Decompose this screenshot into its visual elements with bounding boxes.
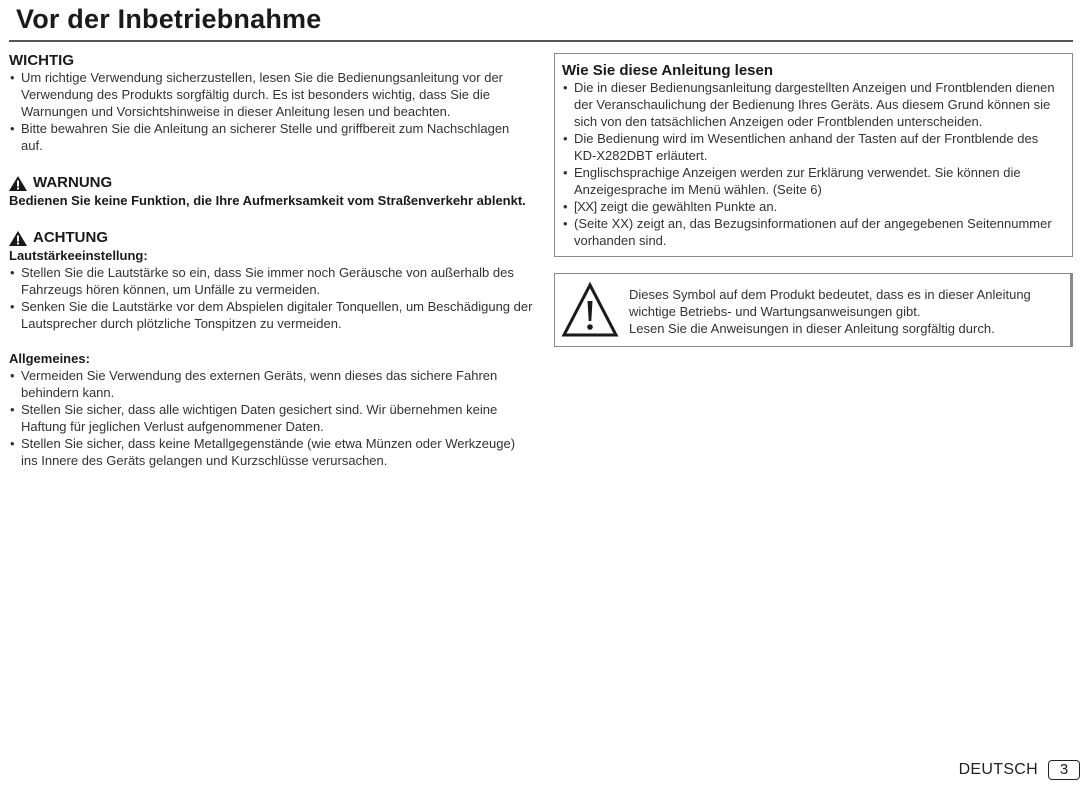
volume-list <box>9 264 534 332</box>
howto-box <box>554 53 1073 257</box>
list-item: • Senken Sie die Lautstärke vor dem Abspielen digitaler Tonquellen, um Beschädigung der Lautsprecher durch plötzliche Tonspitzen zu vermeiden. <box>9 298 534 332</box>
list-item: • Stellen Sie die Lautstärke so ein, dass Sie immer noch Geräusche von außerhalb des Fahrzeugs hören können, um Unfälle zu vermeiden. <box>9 264 534 298</box>
howto-list <box>562 79 1064 249</box>
list-item: • Englischsprachige Anzeigen werden zur Erklärung verwendet. Sie können die Anzeigesprache im Menü wählen. (Seite 6) <box>562 164 1064 198</box>
title-rule <box>9 40 1073 42</box>
list-item: • Stellen Sie sicher, dass keine Metallgegenstände (wie etwa Münzen oder Werkzeuge) ins Innere des Geräts gelangen und Kurzschlüsse verursachen. <box>9 435 534 469</box>
warning-triangle-icon <box>9 176 27 191</box>
warnung-heading-text: WARNUNG <box>33 174 113 191</box>
achtung-heading-text: ACHTUNG <box>33 229 108 246</box>
page-footer <box>959 760 1080 780</box>
list-item: • Stellen Sie sicher, dass alle wichtigen Daten gesichert sind. Wir übernehmen keine Haftung für jeglichen Verlust aufgenommener Daten. <box>9 401 534 435</box>
list-item: • (Seite XX) zeigt an, das Bezugsinformationen auf der angegebenen Seitennummer vorhanden sind. <box>562 215 1064 249</box>
list-item: • Vermeiden Sie Verwendung des externen Geräts, wenn dieses das sichere Fahren behindern kann. <box>9 367 534 401</box>
exclamation-triangle-icon <box>561 281 619 339</box>
list-item <box>562 198 1064 215</box>
wichtig-list <box>9 69 534 154</box>
footer-language: DEUTSCH <box>958 761 1038 778</box>
page-number: 3 <box>1048 760 1080 780</box>
volume-subheading: Lautstärkeeinstellung: <box>9 248 148 263</box>
caution-triangle-icon <box>9 231 27 246</box>
list-item: • Die in dieser Bedienungsanleitung dargestellten Anzeigen und Frontblenden dienen der Veranschaulichung der Bedienung Ihres Geräts. Aus diesem Grund können sie sich von den tatsächlichen Anzeigen oder Frontblenden unterscheiden. <box>562 79 1064 130</box>
list-item: • Bitte bewahren Sie die Anleitung an sicherer Stelle und griffbereit zum Nachschlagen auf. <box>9 120 534 154</box>
warnung-text: Bedienen Sie keine Funktion, die Ihre Aufmerksamkeit vom Straßenverkehr ablenkt. <box>9 193 526 208</box>
symbol-line-1: Dieses Symbol auf dem Produkt bedeutet, dass es in dieser Anleitung wichtige Betriebs- und Wartungsanweisungen gibt. <box>629 287 1031 319</box>
list-item: • Die Bedienung wird im Wesentlichen anhand der Tasten auf der Frontblende des KD-X282DBT erläutert. <box>562 130 1064 164</box>
right-column <box>554 53 1073 347</box>
list-item: • Um richtige Verwendung sicherzustellen, lesen Sie die Bedienungsanleitung vor der Verwendung des Produkts sorgfältig durch. Es ist besonders wichtig, dass Sie die Warnungen und Vorsichtshinweise in dieser Anleitung lesen und beachten. <box>9 69 534 120</box>
warnung-heading <box>9 174 534 192</box>
left-column <box>9 52 534 469</box>
wichtig-heading: WICHTIG <box>9 52 74 69</box>
symbol-box <box>554 273 1073 347</box>
general-subheading: Allgemeines: <box>9 351 90 366</box>
symbol-line-2: Lesen Sie die Anweisungen in dieser Anleitung sorgfältig durch. <box>629 321 995 336</box>
xx-text: zeigt die gewählten Punkte an. <box>596 199 778 214</box>
achtung-heading <box>9 229 534 247</box>
general-list <box>9 367 534 469</box>
xx-mark: [XX] <box>574 199 597 214</box>
page-title: Vor der Inbetriebnahme <box>16 4 322 34</box>
symbol-text <box>629 286 1064 337</box>
howto-heading: Wie Sie diese Anleitung lesen <box>562 62 774 79</box>
